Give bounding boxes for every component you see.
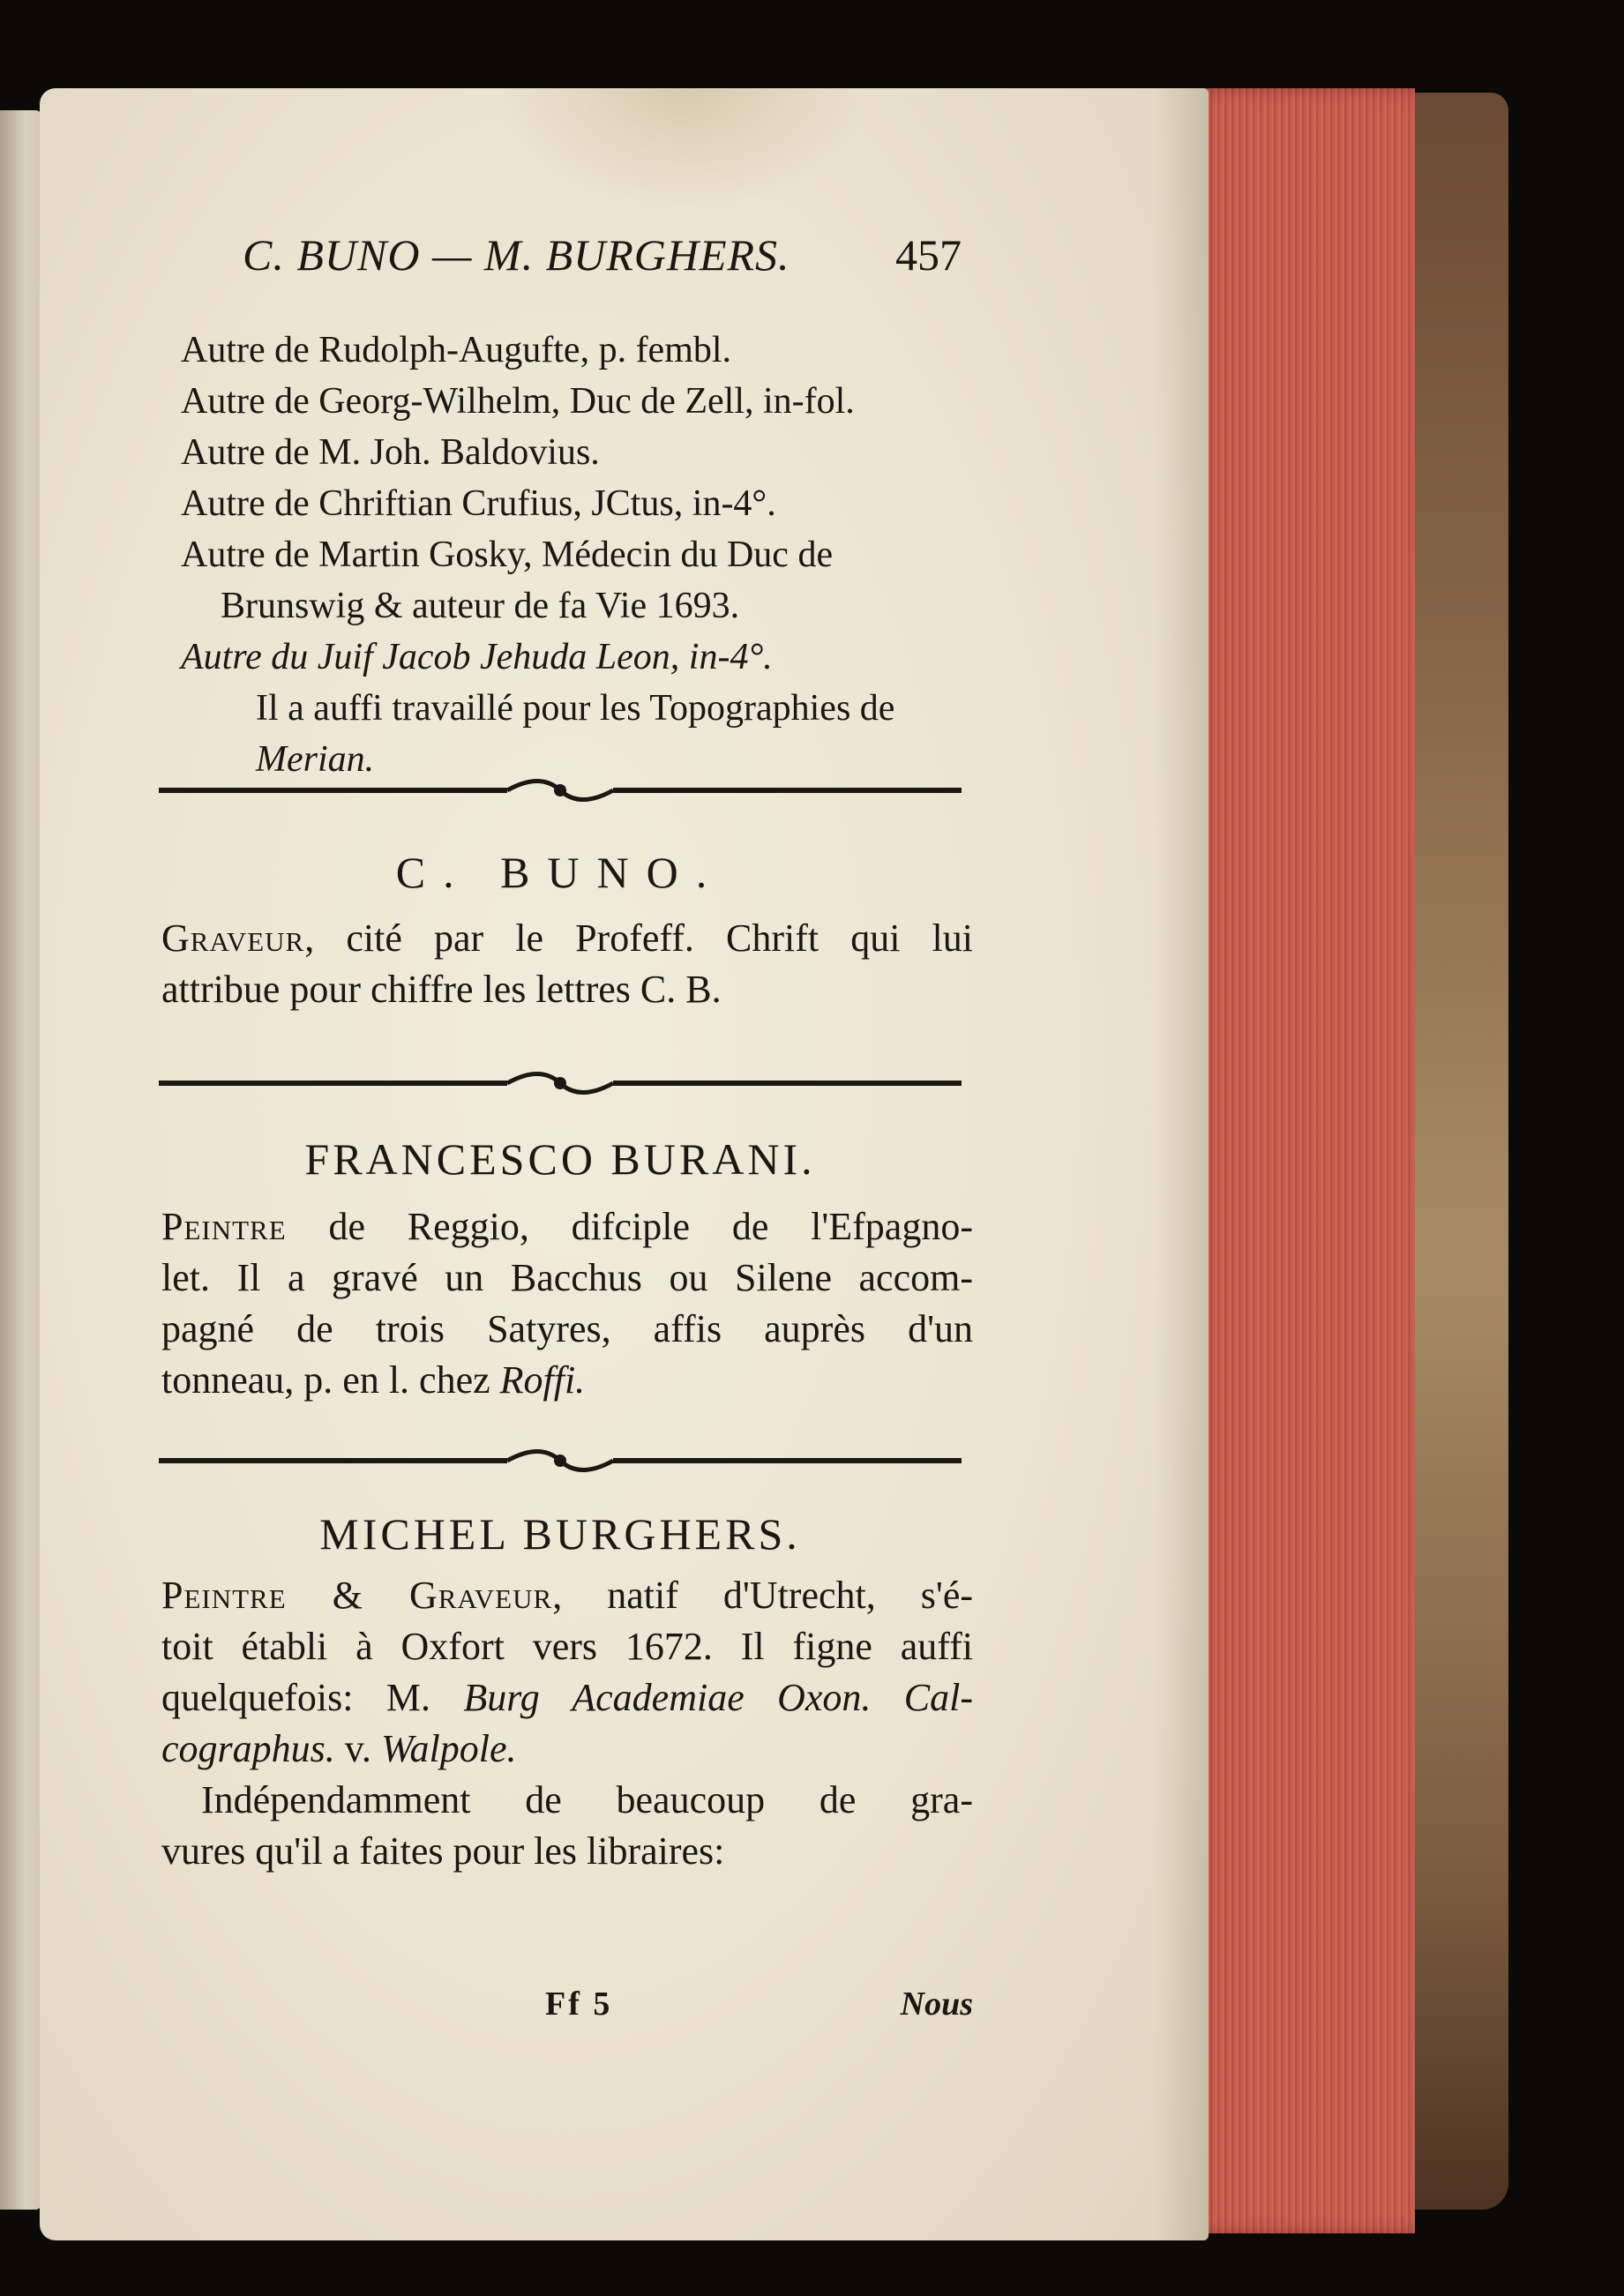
italic-text: Burg Academiae Oxon. Cal- bbox=[463, 1676, 973, 1719]
line-text: de Reggio, difciple de l'Efpagno- bbox=[286, 1205, 973, 1248]
list-item: Il a auffi travaillé pour les Topographies de bbox=[256, 688, 895, 729]
entry-body bbox=[161, 1201, 973, 1406]
line-text: attribue pour chiffre les lettres C. B. bbox=[161, 968, 722, 1011]
catchword: Nous bbox=[900, 1986, 973, 2023]
line-text: toit établi à Oxfort vers 1672. Il figne auffi bbox=[161, 1625, 973, 1668]
entry-title: FRANCESCO BURANI. bbox=[304, 1134, 816, 1184]
text-line bbox=[161, 1621, 973, 1672]
entry-body bbox=[161, 913, 973, 1015]
text-line bbox=[161, 1201, 973, 1253]
lead-word: Peintre bbox=[161, 1205, 287, 1248]
italic-name: Walpole. bbox=[380, 1727, 517, 1770]
list-item: Brunswig & auteur de fa Vie 1693. bbox=[221, 586, 740, 626]
line-text: , cité par le Profeff. Chrift qui lui bbox=[304, 916, 973, 960]
text-line bbox=[161, 1724, 973, 1775]
text-line bbox=[161, 1253, 973, 1304]
entry-title: MICHEL BURGHERS. bbox=[319, 1509, 801, 1559]
ornament-rule bbox=[159, 1069, 962, 1099]
text-line bbox=[161, 1826, 973, 1877]
line-text: v. bbox=[334, 1727, 381, 1770]
page-footer bbox=[161, 1985, 973, 2038]
text-line bbox=[161, 1672, 973, 1724]
text-line bbox=[161, 1775, 973, 1826]
lead-word: Peintre & Graveur bbox=[161, 1574, 553, 1617]
line-text: let. Il a gravé un Bacchus ou Silene accom- bbox=[161, 1256, 973, 1299]
list-item: Autre du Juif Jacob Jehuda Leon, in-4°. bbox=[181, 637, 773, 677]
entry-title: C. BUNO. bbox=[395, 848, 725, 897]
running-title: C. BUNO — M. BURGHERS. bbox=[243, 230, 790, 280]
ornament-rule bbox=[159, 776, 962, 806]
line-text: tonneau, p. en l. chez bbox=[161, 1358, 500, 1402]
text-line bbox=[161, 964, 973, 1015]
ornament-rule bbox=[159, 1447, 962, 1477]
list-item: Autre de Georg-Wilhelm, Duc de Zell, in-fol. bbox=[181, 381, 855, 422]
lead-word: Graveur bbox=[161, 916, 305, 960]
entry-body bbox=[161, 1570, 973, 1877]
line-text: Indépendamment de beaucoup de gra- bbox=[201, 1778, 973, 1821]
italic-text: cographus. bbox=[161, 1727, 335, 1770]
text-line bbox=[161, 1304, 973, 1355]
running-header bbox=[203, 229, 962, 291]
book-page bbox=[40, 88, 1209, 2240]
text-line bbox=[161, 1355, 973, 1406]
paper-stain bbox=[498, 88, 869, 212]
text-line bbox=[161, 913, 973, 964]
page-number: 457 bbox=[895, 230, 962, 280]
list-item: Autre de Chriftian Crufius, JCtus, in-4°. bbox=[181, 483, 776, 524]
list-item: Autre de M. Joh. Baldovius. bbox=[181, 432, 600, 473]
italic-name: Roffi. bbox=[499, 1358, 586, 1402]
list-item: Merian. bbox=[256, 739, 375, 780]
list-item: Autre de Martin Gosky, Médecin du Duc de bbox=[181, 535, 834, 575]
page-edges bbox=[1193, 88, 1415, 2233]
continuation-list bbox=[181, 325, 992, 785]
line-text: vures qu'il a faites pour les libraires: bbox=[161, 1829, 725, 1873]
signature-mark: Ff 5 bbox=[545, 1986, 613, 2023]
line-text: pagné de trois Satyres, affis auprès d'un bbox=[161, 1307, 973, 1350]
list-item: Autre de Rudolph-Augufte, p. fembl. bbox=[181, 330, 732, 370]
text-line bbox=[161, 1570, 973, 1621]
facing-page-edge bbox=[0, 110, 42, 2210]
line-text: , natif d'Utrecht, s'é- bbox=[552, 1574, 973, 1617]
line-text: quelquefois: M. bbox=[161, 1676, 464, 1719]
